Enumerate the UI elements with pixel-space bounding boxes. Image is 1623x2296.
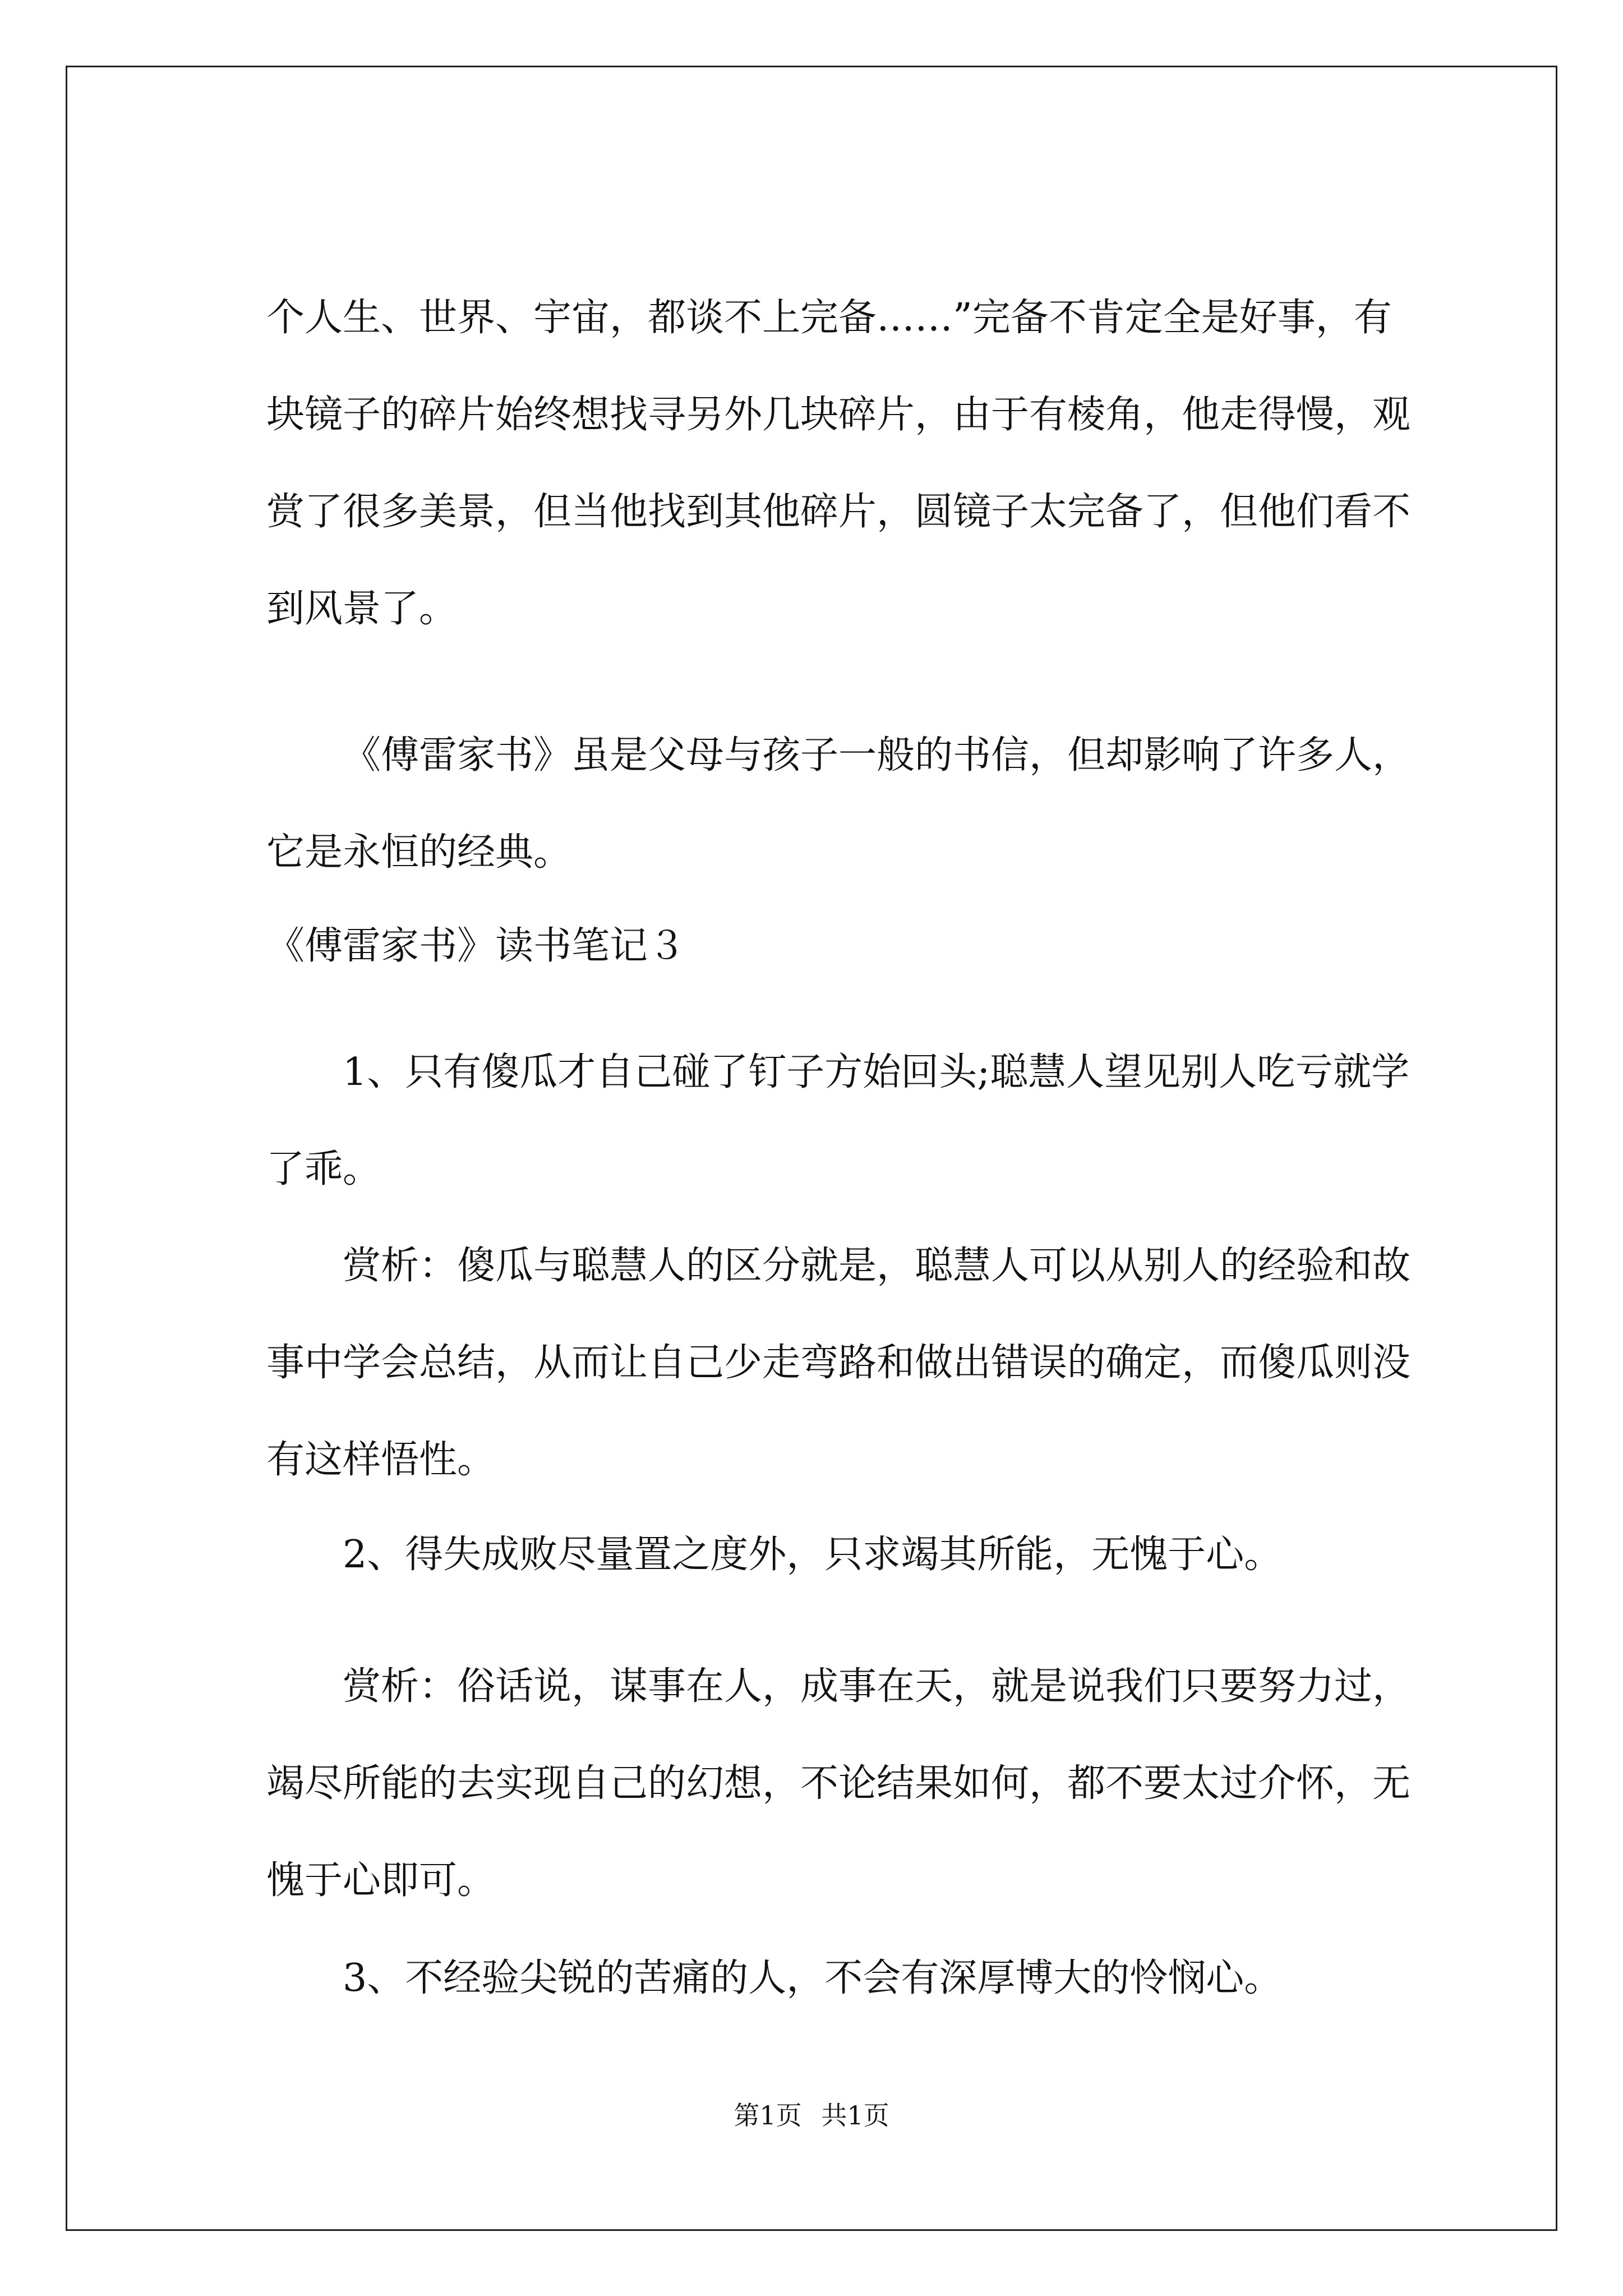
text-line: 个人生、世界、宇宙，都谈不上完备……”完备不肯定全是好事，有 [266,296,1392,340]
text-line: 《傅雷家书》虽是父母与孩子一般的书信，但却影响了许多人， [343,733,1411,777]
text-line: 愧于心即可。 [266,1858,496,1903]
page-number: 第1页 [734,2100,802,2131]
text-line: 了乖。 [266,1147,381,1191]
text-line: 赏了很多美景，但当他找到其他碎片，圆镜子太完备了，但他们看不 [266,490,1411,534]
section-heading [266,898,686,995]
text-line: 有这样悟性。 [266,1438,496,1482]
analysis-paragraph-2 [266,1638,1410,1929]
text-line: 3、不经验尖锐的苦痛的人，不会有深厚博大的怜悯心。 [343,1956,1283,2000]
page-footer [0,2095,1623,2132]
text-line: 1、只有傻瓜才自己碰了钉子方始回头;聪慧人望见别人吃亏就学 [343,1050,1410,1094]
text-line: 到风景了。 [266,587,458,631]
page-total: 共1页 [821,2100,889,2131]
text-line: 它是永恒的经典。 [266,830,572,875]
paragraph-summary [266,707,1410,901]
page-frame [66,66,1557,2231]
text-line: 赏析：俗话说，谋事在人，成事在天，就是说我们只要努力过， [343,1664,1411,1709]
quote-item-3 [266,1930,1282,2027]
analysis-paragraph-1 [266,1217,1410,1508]
text-line: 块镜子的碎片始终想找寻另外几块碎片，由于有棱角，他走得慢，观 [266,393,1411,437]
text-line: 赏析：傻瓜与聪慧人的区分就是，聪慧人可以从别人的经验和故 [343,1244,1411,1288]
heading-text: 《傅雷家书》读书笔记３ [266,924,686,968]
quote-item-1 [266,1024,1409,1218]
text-line: 2、得失成败尽量置之度外，只求竭其所能，无愧于心。 [343,1533,1283,1577]
text-line: 事中学会总结，从而让自己少走弯路和做出错误的确定，而傻瓜则没 [266,1341,1411,1385]
text-line: 竭尽所能的去实现自己的幻想，不论结果如何，都不要太过介怀，无 [266,1761,1411,1806]
paragraph-continuation [266,269,1410,657]
quote-item-2 [266,1506,1282,1603]
